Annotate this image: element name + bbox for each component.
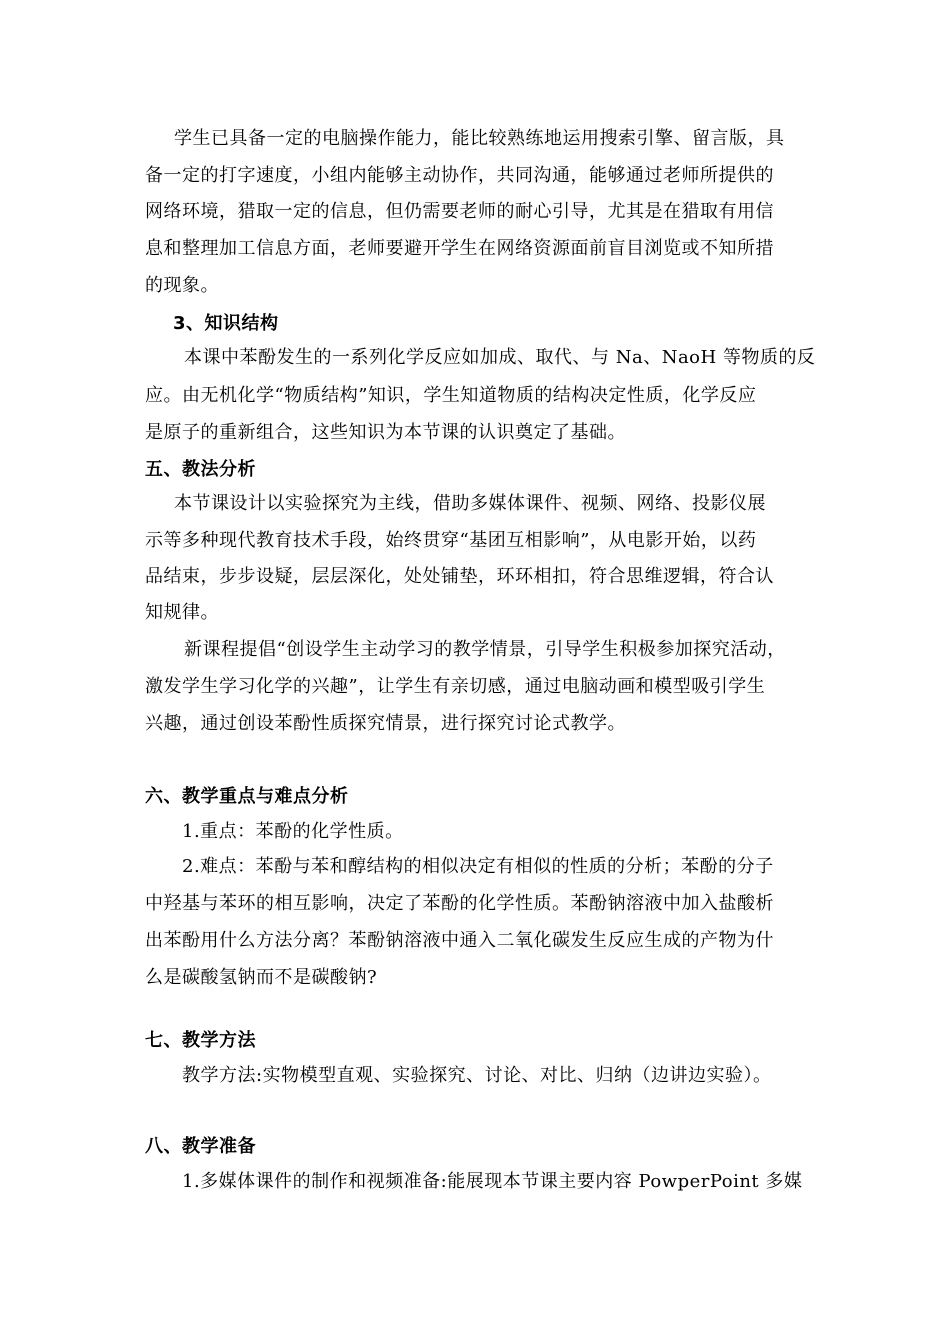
paragraph-line: 学生已具备一定的电脑操作能力，能比较熟练地运用搜索引擎、留言版，具 xyxy=(174,128,785,149)
section-heading: 六、教学重点与难点分析 xyxy=(145,786,349,807)
paragraph-line: 知规律。 xyxy=(145,602,219,623)
paragraph-line: 1.多媒体课件的制作和视频准备:能展现本节课主要内容 PowperPoint 多媒 xyxy=(182,1171,803,1192)
paragraph-line: 的现象。 xyxy=(145,275,219,296)
section-heading: 3、知识结构 xyxy=(173,313,279,334)
paragraph-line: 中羟基与苯环的相互影响，决定了苯酚的化学性质。苯酚钠溶液中加入盐酸析 xyxy=(145,893,774,914)
paragraph-line: 兴趣，通过创设苯酚性质探究情景，进行探究讨论式教学。 xyxy=(145,713,626,734)
paragraph-line: 应。由无机化学“物质结构”知识，学生知道物质的结构决定性质，化学反应 xyxy=(145,385,757,406)
paragraph-line: 息和整理加工信息方面，老师要避开学生在网络资源面前盲目浏览或不知所措 xyxy=(145,238,774,259)
section-heading: 七、教学方法 xyxy=(145,1030,256,1051)
paragraph-line: 本节课设计以实验探究为主线，借助多媒体课件、视频、网络、投影仪展 xyxy=(174,493,766,514)
paragraph-line: 品结束，步步设疑，层层深化，处处铺垫，环环相扣，符合思维逻辑，符合认 xyxy=(145,566,774,587)
paragraph-line: 新课程提倡“创设学生主动学习的教学情景，引导学生积极参加探究活动， xyxy=(184,639,786,660)
paragraph-line: 教学方法:实物模型直观、实验探究、讨论、对比、归纳（边讲边实验）。 xyxy=(182,1065,772,1086)
section-heading: 五、教法分析 xyxy=(145,459,256,480)
paragraph-line: 是原子的重新组合，这些知识为本节课的认识奠定了基础。 xyxy=(145,422,626,443)
paragraph-line: 备一定的打字速度，小组内能够主动协作，共同沟通，能够通过老师所提供的 xyxy=(145,165,774,186)
paragraph-line: 示等多种现代教育技术手段，始终贯穿“基团互相影响”，从电影开始，以药 xyxy=(145,530,757,551)
paragraph-line: 本课中苯酚发生的一系列化学反应如加成、取代、与 Na、NaoH 等物质的反 xyxy=(184,347,816,368)
paragraph-line: 么是碳酸氢钠而不是碳酸钠? xyxy=(145,967,378,988)
paragraph-line: 激发学生学习化学的兴趣”，让学生有亲切感，通过电脑动画和模型吸引学生 xyxy=(145,676,766,697)
paragraph-line: 1.重点：苯酚的化学性质。 xyxy=(182,821,404,842)
paragraph-line: 出苯酚用什么方法分离？苯酚钠溶液中通入二氧化碳发生反应生成的产物为什 xyxy=(145,930,774,951)
paragraph-line: 网络环境，猎取一定的信息，但仍需要老师的耐心引导，尤其是在猎取有用信 xyxy=(145,201,774,222)
section-heading: 八、教学准备 xyxy=(145,1136,256,1157)
paragraph-line: 2.难点：苯酚与苯和醇结构的相似决定有相似的性质的分析；苯酚的分子 xyxy=(182,856,774,877)
